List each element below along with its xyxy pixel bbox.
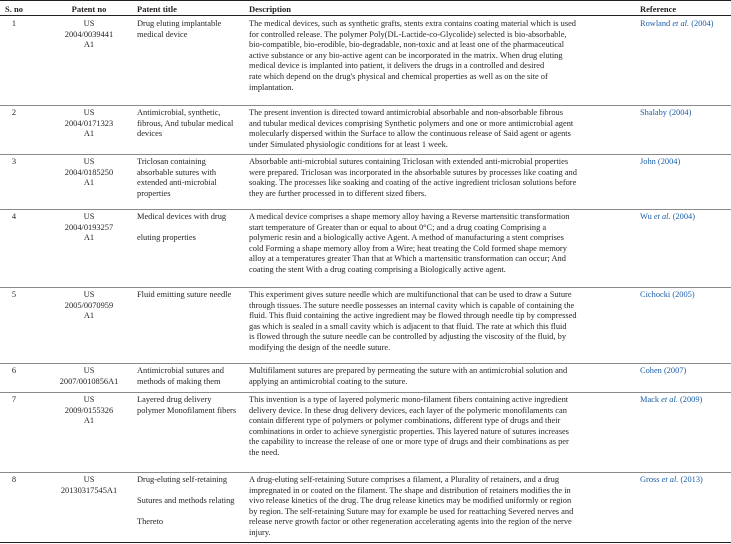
patent-title-line: Sutures and methods relating [137, 496, 235, 506]
description-line: bio-compatible, bio-erodible, bio-degradable, non-toxic and at least one of the pharmaceutical [249, 40, 565, 50]
patent-title [137, 395, 245, 416]
patent-number [46, 395, 132, 427]
patent-number-line: 20130317545A1 [60, 485, 118, 495]
patent-title-line: Antimicrobial, synthetic, [137, 108, 221, 117]
patent-title-line [137, 223, 245, 234]
patent-title-line: Layered drug delivery [137, 395, 212, 404]
description-line: combinations in order to achieve synergistic properties. This layered nature of sutures increases [249, 426, 569, 436]
reference-author: Wu [640, 212, 652, 221]
patent-title-line: methods of making them [137, 376, 221, 386]
description [249, 395, 635, 459]
patent-number-line: A1 [83, 233, 95, 243]
reference-link[interactable] [640, 212, 731, 223]
patent-number-line: 2007/0010856A1 [59, 376, 119, 386]
description-line: polymeric resin and a biologically active Agent. A method of manufacturing a stent comprises [249, 233, 564, 243]
patent-title-line: Antimicrobial sutures and [137, 366, 224, 375]
row-divider [0, 472, 731, 473]
description-line: gas which is sealed in a small cavity which is adjacent to that fluid. The rate at which this fluid [249, 321, 567, 331]
patent-number-line: US [83, 108, 95, 117]
row-divider [0, 209, 731, 210]
reference-link[interactable] [640, 157, 731, 168]
description [249, 290, 635, 354]
description-line: implantation. [249, 82, 294, 92]
patent-title [137, 212, 245, 244]
row-divider [0, 154, 731, 155]
patent-number-line: US [83, 475, 95, 484]
reference-author: Mack [640, 395, 660, 404]
reference-link[interactable] [640, 366, 731, 377]
patent-number-line: US [83, 157, 95, 166]
patent-number [46, 290, 132, 322]
row-number: 5 [11, 290, 17, 299]
reference-et-al: et al. [670, 19, 690, 28]
header-patent-title: Patent title [137, 4, 177, 14]
patent-title-line: devices [137, 129, 163, 139]
table-top-rule [0, 0, 731, 1]
patent-number-line: 2009/0155326 [64, 405, 114, 415]
description [249, 475, 635, 539]
header-rule [0, 15, 731, 16]
row-divider [0, 392, 731, 393]
patent-number [46, 475, 132, 496]
description-line: cold Forming a shape memory alloy from a Wire; heat treating the Cold formed shape memory [249, 243, 567, 253]
patent-title-line: Medical devices with drug [137, 212, 227, 221]
reference-et-al: et al. [659, 395, 678, 404]
patent-title-line: properties [137, 188, 171, 198]
patent-title-line: Drug-eluting self-retaining [137, 475, 228, 484]
patent-number-line: US [83, 290, 95, 299]
reference-link[interactable] [640, 475, 731, 486]
description-line: the capability to increase the release of one or more type of drugs and their combinations as per [249, 437, 569, 447]
description-line: they are further processed in to different sized fibers. [249, 188, 427, 198]
patent-title-line: Fluid emitting suture needle [137, 290, 232, 299]
patent-title-line [137, 486, 245, 497]
description-line: contain different type of polymers or polymer combinations, different type of drugs and their [249, 416, 561, 426]
description-line: start temperature of Greater than or equal to about 0°C; and a drug coating Comprising a [249, 222, 547, 232]
description-line: A drug-eluting self-retaining Suture comprises a filament, a Plurality of retainers, and a drug [249, 475, 560, 484]
reference-author: Shalaby (2004) [640, 108, 692, 117]
reference-author: Rowland [640, 19, 671, 28]
description [249, 157, 635, 199]
table-bottom-rule [0, 542, 731, 543]
reference-link[interactable] [640, 395, 731, 406]
row-number: 4 [11, 212, 17, 221]
description-line: active substance or any bio-active agent can be incorporated in the matrix. When drug eluting [249, 50, 563, 60]
row-number: 7 [11, 395, 17, 404]
description-line: molecularly dispersed within the Surface to allow the continuous release of Said agent or agents [249, 129, 571, 139]
reference-author: Cichocki (2005) [640, 290, 695, 299]
patent-number-line: US [83, 395, 95, 404]
reference-year: (2004) [689, 19, 714, 28]
patent-title [137, 366, 245, 387]
patent-title-line: medical device [137, 29, 188, 39]
reference-author: Gross [640, 475, 660, 484]
row-number: 3 [11, 157, 17, 166]
description [249, 366, 635, 387]
patent-title-line [137, 507, 245, 518]
description-line: applying an antimicrobial coating to the suture. [249, 376, 408, 386]
reference-author: John (2004) [640, 157, 681, 166]
reference-et-al: et al. [659, 475, 679, 484]
description-line: impregnated in or coated on the filament. The shape and distribution of retainers modifies the in [249, 485, 571, 495]
patent-number-line: A1 [83, 178, 95, 188]
patent-number [46, 366, 132, 387]
patent-number-line: US [83, 19, 95, 28]
description [249, 19, 635, 93]
patent-title-line: extended anti-microbial [137, 178, 217, 188]
patent-number-line: US [83, 366, 95, 375]
row-number: 2 [11, 108, 17, 117]
row-divider [0, 363, 731, 364]
row-divider [0, 287, 731, 288]
description-line: were prepared. Triclosan was incorporated in the absorbable sutures by processes like coating and [249, 167, 577, 177]
reference-link[interactable] [640, 108, 731, 119]
description [249, 108, 635, 150]
reference-year: (2004) [670, 212, 696, 221]
reference-author: Cohen (2007) [640, 366, 687, 375]
row-divider [0, 105, 731, 106]
description-line: delivery device. In these drug delivery devices, each layer of the polymeric monofilaments can [249, 405, 567, 415]
patent-title [137, 475, 245, 528]
reference-link[interactable] [640, 290, 731, 301]
reference-et-al: et al. [651, 212, 671, 221]
description-line: modifying the design of the needle suture. [249, 342, 391, 352]
patent-title [137, 108, 245, 140]
patent-title-line: eluting properties [137, 233, 196, 243]
description-line: under Simulated physiologic conditions for at least 1 week. [249, 139, 448, 149]
patent-number-line: A1 [83, 40, 95, 50]
description-line: through tissues. The suture needle possesses an internal cavity which is capable of containing the [249, 300, 575, 310]
patent-title [137, 157, 245, 199]
description-line: injury. [249, 527, 271, 537]
patent-title [137, 19, 245, 40]
patent-number-line: A1 [83, 311, 95, 321]
description-line: Absorbable anti-microbial sutures containing Triclosan with extended anti-microbial properties [249, 157, 569, 166]
reference-link[interactable] [640, 19, 731, 30]
description-line: soaking. The processes like soaking and coating of the active ingredient triclosan solutions before [249, 178, 577, 188]
patent-number-line: A1 [83, 416, 95, 426]
patent-number-line: A1 [83, 129, 95, 139]
patent-title-line: fibrous, And tubular medical [137, 118, 234, 128]
row-number: 6 [11, 366, 17, 375]
description-line: This invention is a type of layered polymeric mono-filament fibers containing active ingredient [249, 395, 569, 404]
description-line: release nerve growth factor or other regeneration accelerating agents into the region of the nerve [249, 517, 572, 527]
description-line: Multifilament sutures are prepared by permeating the suture with an antimicrobial solution and [249, 366, 568, 375]
patent-title-line: Triclosan containing [137, 157, 206, 166]
description-line: This experiment gives suture needle which are multifunctional that can be used to draw a Suture [249, 290, 572, 299]
patent-number-line: 2005/0070959 [64, 300, 114, 310]
description-line: alloy at a temperatures greater Than that at Which a martensitic transformation can occur; And [249, 254, 566, 264]
description-line: vivo release kinetics of the drug. The drug release kinetics may be modified uniformly or region [249, 496, 572, 506]
description-line: is flowed through the suture needle can be controlled by adjusting the viscosity of the fluid, by [249, 332, 567, 342]
header-sno: S. no [5, 4, 23, 14]
patent-number-line: 2004/0039441 [64, 29, 114, 39]
patent-title [137, 290, 245, 301]
row-number: 8 [11, 475, 17, 484]
description-line: The medical devices, such as synthetic grafts, stents extra contains coating material which is used [249, 19, 576, 28]
description-line: the need. [249, 447, 280, 457]
description-line: and tubular medical devices comprising Synthetic polymers and one or more antimicrobial agent [249, 118, 574, 128]
reference-year: (2009) [677, 395, 703, 404]
description-line: coating the stent With a drug coating comprising a Biologically active agent. [249, 264, 506, 274]
description-line: A medical device comprises a shape memory alloy having a Reverse martensitic transformation [249, 212, 570, 221]
patent-number-line: 2004/0171323 [64, 118, 114, 128]
patent-number-line: 2004/0185250 [64, 167, 114, 177]
patent-number-line: US [83, 212, 95, 221]
patent-title-line: Thereto [137, 517, 164, 527]
description-line: by region. The self-retaining Suture may for example be used for reattaching Severed nerves and [249, 506, 574, 516]
patent-title-line: polymer Monofilament fibers [137, 405, 237, 415]
patent-number [46, 108, 132, 140]
description [249, 212, 635, 276]
description-line: medical device is implanted into patient, it delivers the drugs in a controlled and desired [249, 61, 545, 71]
description-line: rate which depend on the drug's physical and chemical properties as well as on the site of [249, 71, 548, 81]
patent-number [46, 157, 132, 189]
patent-title-line: absorbable sutures with [137, 167, 217, 177]
header-patent-no: Patent no [71, 4, 107, 14]
description-line: fluid. This fluid containing the active ingredient may be flowed through needle tip by compressed [249, 311, 577, 321]
description-line: for controlled release. The polymer Poly(DL-Lactide-co-Glycolide) selected is bio-absorbable, [249, 29, 567, 39]
description-line: The present invention is directed toward antimicrobial absorbable and non-absorbable fibrous [249, 108, 563, 117]
header-description: Description [249, 4, 292, 14]
patent-number [46, 19, 132, 51]
reference-year: (2013) [678, 475, 703, 484]
patent-number [46, 212, 132, 244]
patent-number-line: 2004/0193257 [64, 222, 114, 232]
row-number: 1 [11, 19, 17, 28]
patent-title-line: Drug eluting implantable [137, 19, 222, 28]
header-reference: Reference [640, 4, 677, 14]
